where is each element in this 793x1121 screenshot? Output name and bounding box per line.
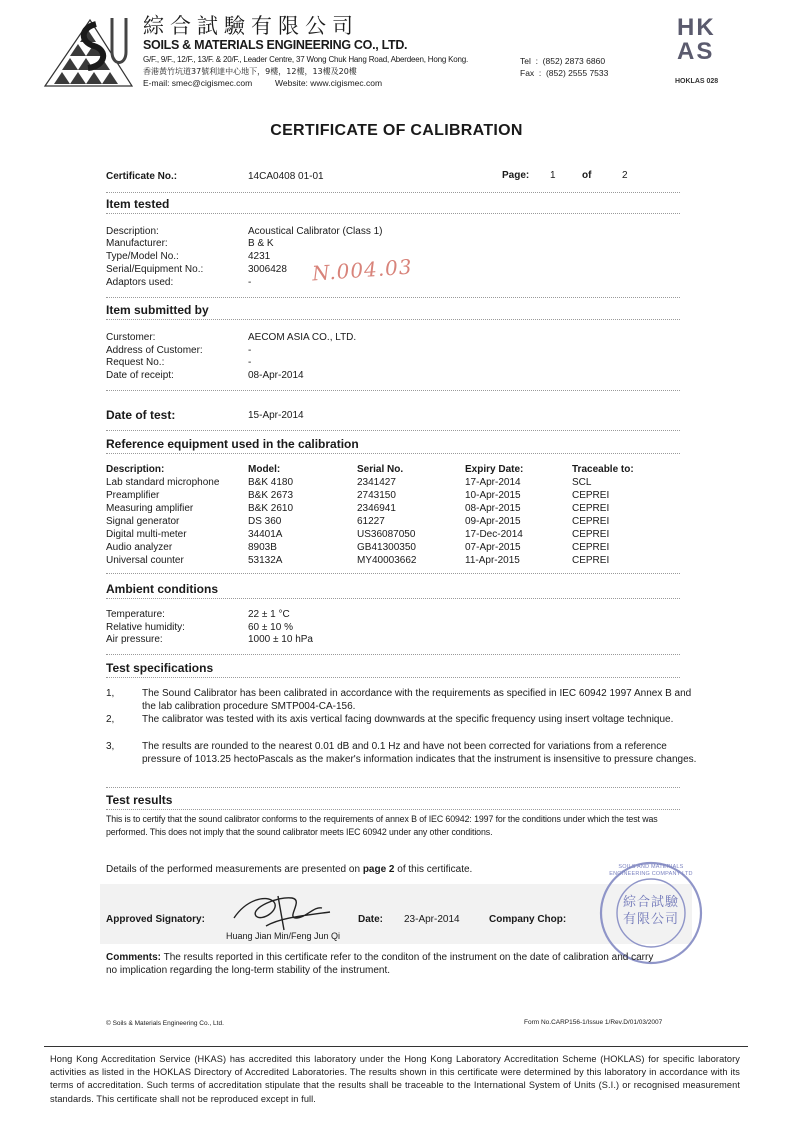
ref-col-model: Model: bbox=[248, 464, 281, 475]
divider bbox=[106, 390, 680, 391]
ref-cell: 07-Apr-2015 bbox=[465, 542, 521, 553]
signatory-name: Huang Jian Min/Feng Jun Qi bbox=[226, 931, 341, 941]
company-name-en: SOILS & MATERIALS ENGINEERING CO., LTD. bbox=[143, 38, 408, 52]
item-manufacturer-label: Manufacturer: bbox=[106, 238, 168, 249]
section-heading-test-specs: Test specifications bbox=[106, 661, 214, 675]
divider bbox=[106, 809, 680, 810]
ref-cell: CEPREI bbox=[572, 503, 610, 514]
certificate-number: 14CA0408 01-01 bbox=[248, 171, 324, 182]
details-page-ref: page 2 bbox=[362, 864, 395, 875]
item-model-label: Type/Model No.: bbox=[106, 251, 179, 262]
company-address-cn: 香港黃竹坑道37號利達中心地下，9樓，12樓，13樓及20樓 bbox=[143, 67, 357, 76]
hkas-logo-top: HK bbox=[677, 14, 716, 41]
ref-cell: Measuring amplifier bbox=[106, 503, 194, 514]
section-heading-ambient: Ambient conditions bbox=[106, 582, 218, 596]
ref-cell: Universal counter bbox=[106, 555, 184, 566]
spec-text: The Sound Calibrator has been calibrated in accordance with the requirements as specified in IEC 60942 1997 Annex B and the lab calibration procedure SMTP004-CA-156. bbox=[142, 688, 692, 712]
section-heading-reference-equipment: Reference equipment used in the calibration bbox=[106, 437, 359, 451]
ref-cell: 17-Apr-2014 bbox=[465, 477, 521, 488]
signature-date-label: Date: bbox=[358, 914, 384, 925]
receipt-date-value: 08-Apr-2014 bbox=[248, 370, 304, 381]
ref-cell: 53132A bbox=[248, 555, 283, 566]
company-email: E-mail: smec@cigismec.com bbox=[143, 78, 253, 88]
ref-cell: 11-Apr-2015 bbox=[465, 555, 520, 566]
comments-line bbox=[106, 951, 666, 977]
humidity-value: 60 ± 10 % bbox=[248, 622, 293, 633]
divider bbox=[106, 213, 680, 214]
footer-accreditation: Hong Kong Accreditation Service (HKAS) has accredited this laboratory under the Hong Kong Laboratory Accreditation Scheme (HOKLAS) for specific laboratory activities as listed in the HOKLAS Directory of Accredited Laboratories. The results shown in this certificate were determined by this laboratory in accordance with its terms of accreditation. Such terms of accreditation stipulate that the results shall be traceable to the International System of Units (S.I.) or recognised measurement standards. This certificate shall not be reproduced except in full. bbox=[50, 1054, 740, 1104]
ref-cell: SCL bbox=[572, 477, 592, 488]
ref-cell: 09-Apr-2015 bbox=[465, 516, 521, 527]
divider bbox=[106, 319, 680, 320]
ref-cell: 8903B bbox=[248, 542, 277, 553]
signature-scribble bbox=[226, 888, 336, 934]
test-results-text: This is to certify that the sound calibrator conforms to the requirements of annex B of IEC 60942: 1997 for the conditions under which the test was performed. This does not imply that the sound calibrator meets IEC 60942 under any other conditions. bbox=[106, 814, 658, 837]
pressure-label: Air pressure: bbox=[106, 634, 163, 645]
divider bbox=[106, 297, 680, 298]
ref-cell: DS 360 bbox=[248, 516, 282, 527]
item-adaptors-label: Adaptors used: bbox=[106, 277, 174, 288]
section-heading-test-results: Test results bbox=[106, 793, 173, 807]
details-text-pre: Details of the performed measurements are presented on bbox=[106, 864, 363, 875]
ref-cell: Audio analyzer bbox=[106, 542, 173, 553]
item-manufacturer-value: B & K bbox=[248, 238, 274, 249]
divider bbox=[106, 677, 680, 678]
certificate-label: Certificate No.: bbox=[106, 171, 178, 182]
page-total: 2 bbox=[622, 170, 628, 181]
handwritten-signature-icon bbox=[226, 888, 336, 934]
footer-copyright: © Soils & Materials Engineering Co., Ltd. bbox=[106, 1020, 224, 1027]
ref-cell: CEPREI bbox=[572, 542, 610, 553]
ref-col-serial: Serial No. bbox=[357, 464, 404, 475]
details-text-post: of this certificate. bbox=[394, 864, 473, 875]
hkas-logo bbox=[675, 14, 737, 92]
temperature-label: Temperature: bbox=[106, 609, 165, 620]
approved-signatory-label: Approved Signatory: bbox=[106, 914, 205, 925]
company-chop-label: Company Chop: bbox=[489, 914, 567, 925]
handwritten-note: N.004.03 bbox=[311, 254, 414, 286]
date-of-test-value: 15-Apr-2014 bbox=[248, 410, 304, 421]
ref-cell: US36087050 bbox=[357, 529, 416, 540]
ref-cell: Digital multi-meter bbox=[106, 529, 187, 540]
ref-col-expiry: Expiry Date: bbox=[465, 464, 524, 475]
page-label: Page: bbox=[502, 170, 530, 181]
customer-address-label: Address of Customer: bbox=[106, 345, 203, 356]
customer-address-value: - bbox=[248, 345, 252, 356]
hkas-logo-bottom: AS bbox=[677, 38, 715, 65]
divider bbox=[106, 654, 680, 655]
customer-value: AECOM ASIA CO., LTD. bbox=[248, 332, 357, 343]
ref-cell: Signal generator bbox=[106, 516, 180, 527]
item-description-label: Description: bbox=[106, 226, 159, 237]
divider bbox=[106, 430, 680, 431]
ref-cell: CEPREI bbox=[572, 555, 610, 566]
divider bbox=[106, 787, 680, 788]
divider bbox=[106, 573, 680, 574]
ref-cell: 61227 bbox=[357, 516, 385, 527]
ref-cell: CEPREI bbox=[572, 529, 610, 540]
section-heading-item-submitted: Item submitted by bbox=[106, 303, 209, 317]
details-line bbox=[106, 864, 472, 876]
humidity-label: Relative humidity: bbox=[106, 622, 185, 633]
company-tel: Tel : (852) 2873 6860 bbox=[520, 56, 606, 66]
page-of-label: of bbox=[582, 170, 592, 181]
ref-cell: GB41300350 bbox=[357, 542, 416, 553]
spec-number: 1, bbox=[106, 688, 115, 699]
logo-triangle-icon bbox=[40, 12, 134, 90]
ref-cell: CEPREI bbox=[572, 490, 610, 501]
ref-cell: B&K 2673 bbox=[248, 490, 294, 501]
company-fax: Fax : (852) 2555 7533 bbox=[520, 68, 609, 78]
spec-text: The results are rounded to the nearest 0.01 dB and 0.1 Hz and have not been corrected for variations from a reference pressure of 1013.25 hectoPascals as the maker's information indicates that the instrument is insensitive to pressure changes. bbox=[142, 741, 697, 765]
company-name-cn: 綜合試驗有限公司 bbox=[143, 14, 359, 38]
request-no-label: Request No.: bbox=[106, 357, 165, 368]
comments-label: Comments: bbox=[106, 952, 162, 963]
divider bbox=[106, 598, 680, 599]
ref-cell: 10-Apr-2015 bbox=[465, 490, 521, 501]
customer-label: Curstomer: bbox=[106, 332, 156, 343]
ref-cell: B&K 2610 bbox=[248, 503, 294, 514]
receipt-date-label: Date of receipt: bbox=[106, 370, 174, 381]
temperature-value: 22 ± 1 °C bbox=[248, 609, 290, 620]
comments-text: The results reported in this certificate refer to the conditon of the instrument on the date of calibration and carry no implication regarding the long-term stability of the instrument. bbox=[106, 952, 654, 976]
spec-text: The calibrator was tested with its axis vertical facing downwards at the specific frequency using insert voltage technique. bbox=[142, 714, 674, 725]
ref-cell: 2341427 bbox=[357, 477, 396, 488]
stamp-text-en: SOILS AND MATERIALS ENGINEERING COMPANY LTD bbox=[609, 864, 693, 877]
pressure-value: 1000 ± 10 hPa bbox=[248, 634, 313, 645]
ref-cell: Lab standard microphone bbox=[106, 477, 220, 488]
ref-col-traceable: Traceable to: bbox=[572, 464, 634, 475]
ref-cell: 34401A bbox=[248, 529, 283, 540]
ref-col-description: Description: bbox=[106, 464, 165, 475]
ref-cell: 17-Dec-2014 bbox=[465, 529, 523, 540]
section-heading-item-tested: Item tested bbox=[106, 197, 170, 211]
divider bbox=[106, 453, 680, 454]
page-title: CERTIFICATE OF CALIBRATION bbox=[270, 122, 523, 139]
item-serial-label: Serial/Equipment No.: bbox=[106, 264, 204, 275]
ref-cell: 2743150 bbox=[357, 490, 396, 501]
ref-cell: CEPREI bbox=[572, 516, 610, 527]
footer-form-no: Form No.CARP156-1/Issue 1/Rev.D/01/03/2007 bbox=[524, 1019, 663, 1026]
ref-cell: 2346941 bbox=[357, 503, 396, 514]
request-no-value: - bbox=[248, 357, 252, 368]
ref-cell: B&K 4180 bbox=[248, 477, 294, 488]
spec-number: 3, bbox=[106, 741, 115, 752]
ref-cell: Preamplifier bbox=[106, 490, 160, 501]
signature-date: 23-Apr-2014 bbox=[404, 914, 460, 925]
footer-divider bbox=[44, 1046, 748, 1047]
item-description-value: Acoustical Calibrator (Class 1) bbox=[248, 226, 383, 237]
company-website: Website: www.cigismec.com bbox=[275, 78, 383, 88]
company-address-en: G/F., 9/F., 12/F., 13/F. & 20/F., Leader Centre, 37 Wong Chuk Hang Road, Aberdeen, Hong Kong. bbox=[143, 55, 469, 64]
stamp-text-cn: 綜合試驗有限公司 bbox=[622, 895, 679, 927]
divider bbox=[106, 192, 680, 193]
spec-number: 2, bbox=[106, 714, 115, 725]
item-serial-value: 3006428 bbox=[248, 264, 287, 275]
ref-cell: 08-Apr-2015 bbox=[465, 503, 521, 514]
item-adaptors-value: - bbox=[248, 277, 252, 288]
page-number: 1 bbox=[550, 170, 556, 181]
date-of-test-label: Date of test: bbox=[106, 408, 176, 422]
item-model-value: 4231 bbox=[248, 251, 271, 262]
company-logo bbox=[40, 12, 134, 90]
hoklas-number: HOKLAS 028 bbox=[675, 78, 719, 85]
ref-cell: MY40003662 bbox=[357, 555, 417, 566]
